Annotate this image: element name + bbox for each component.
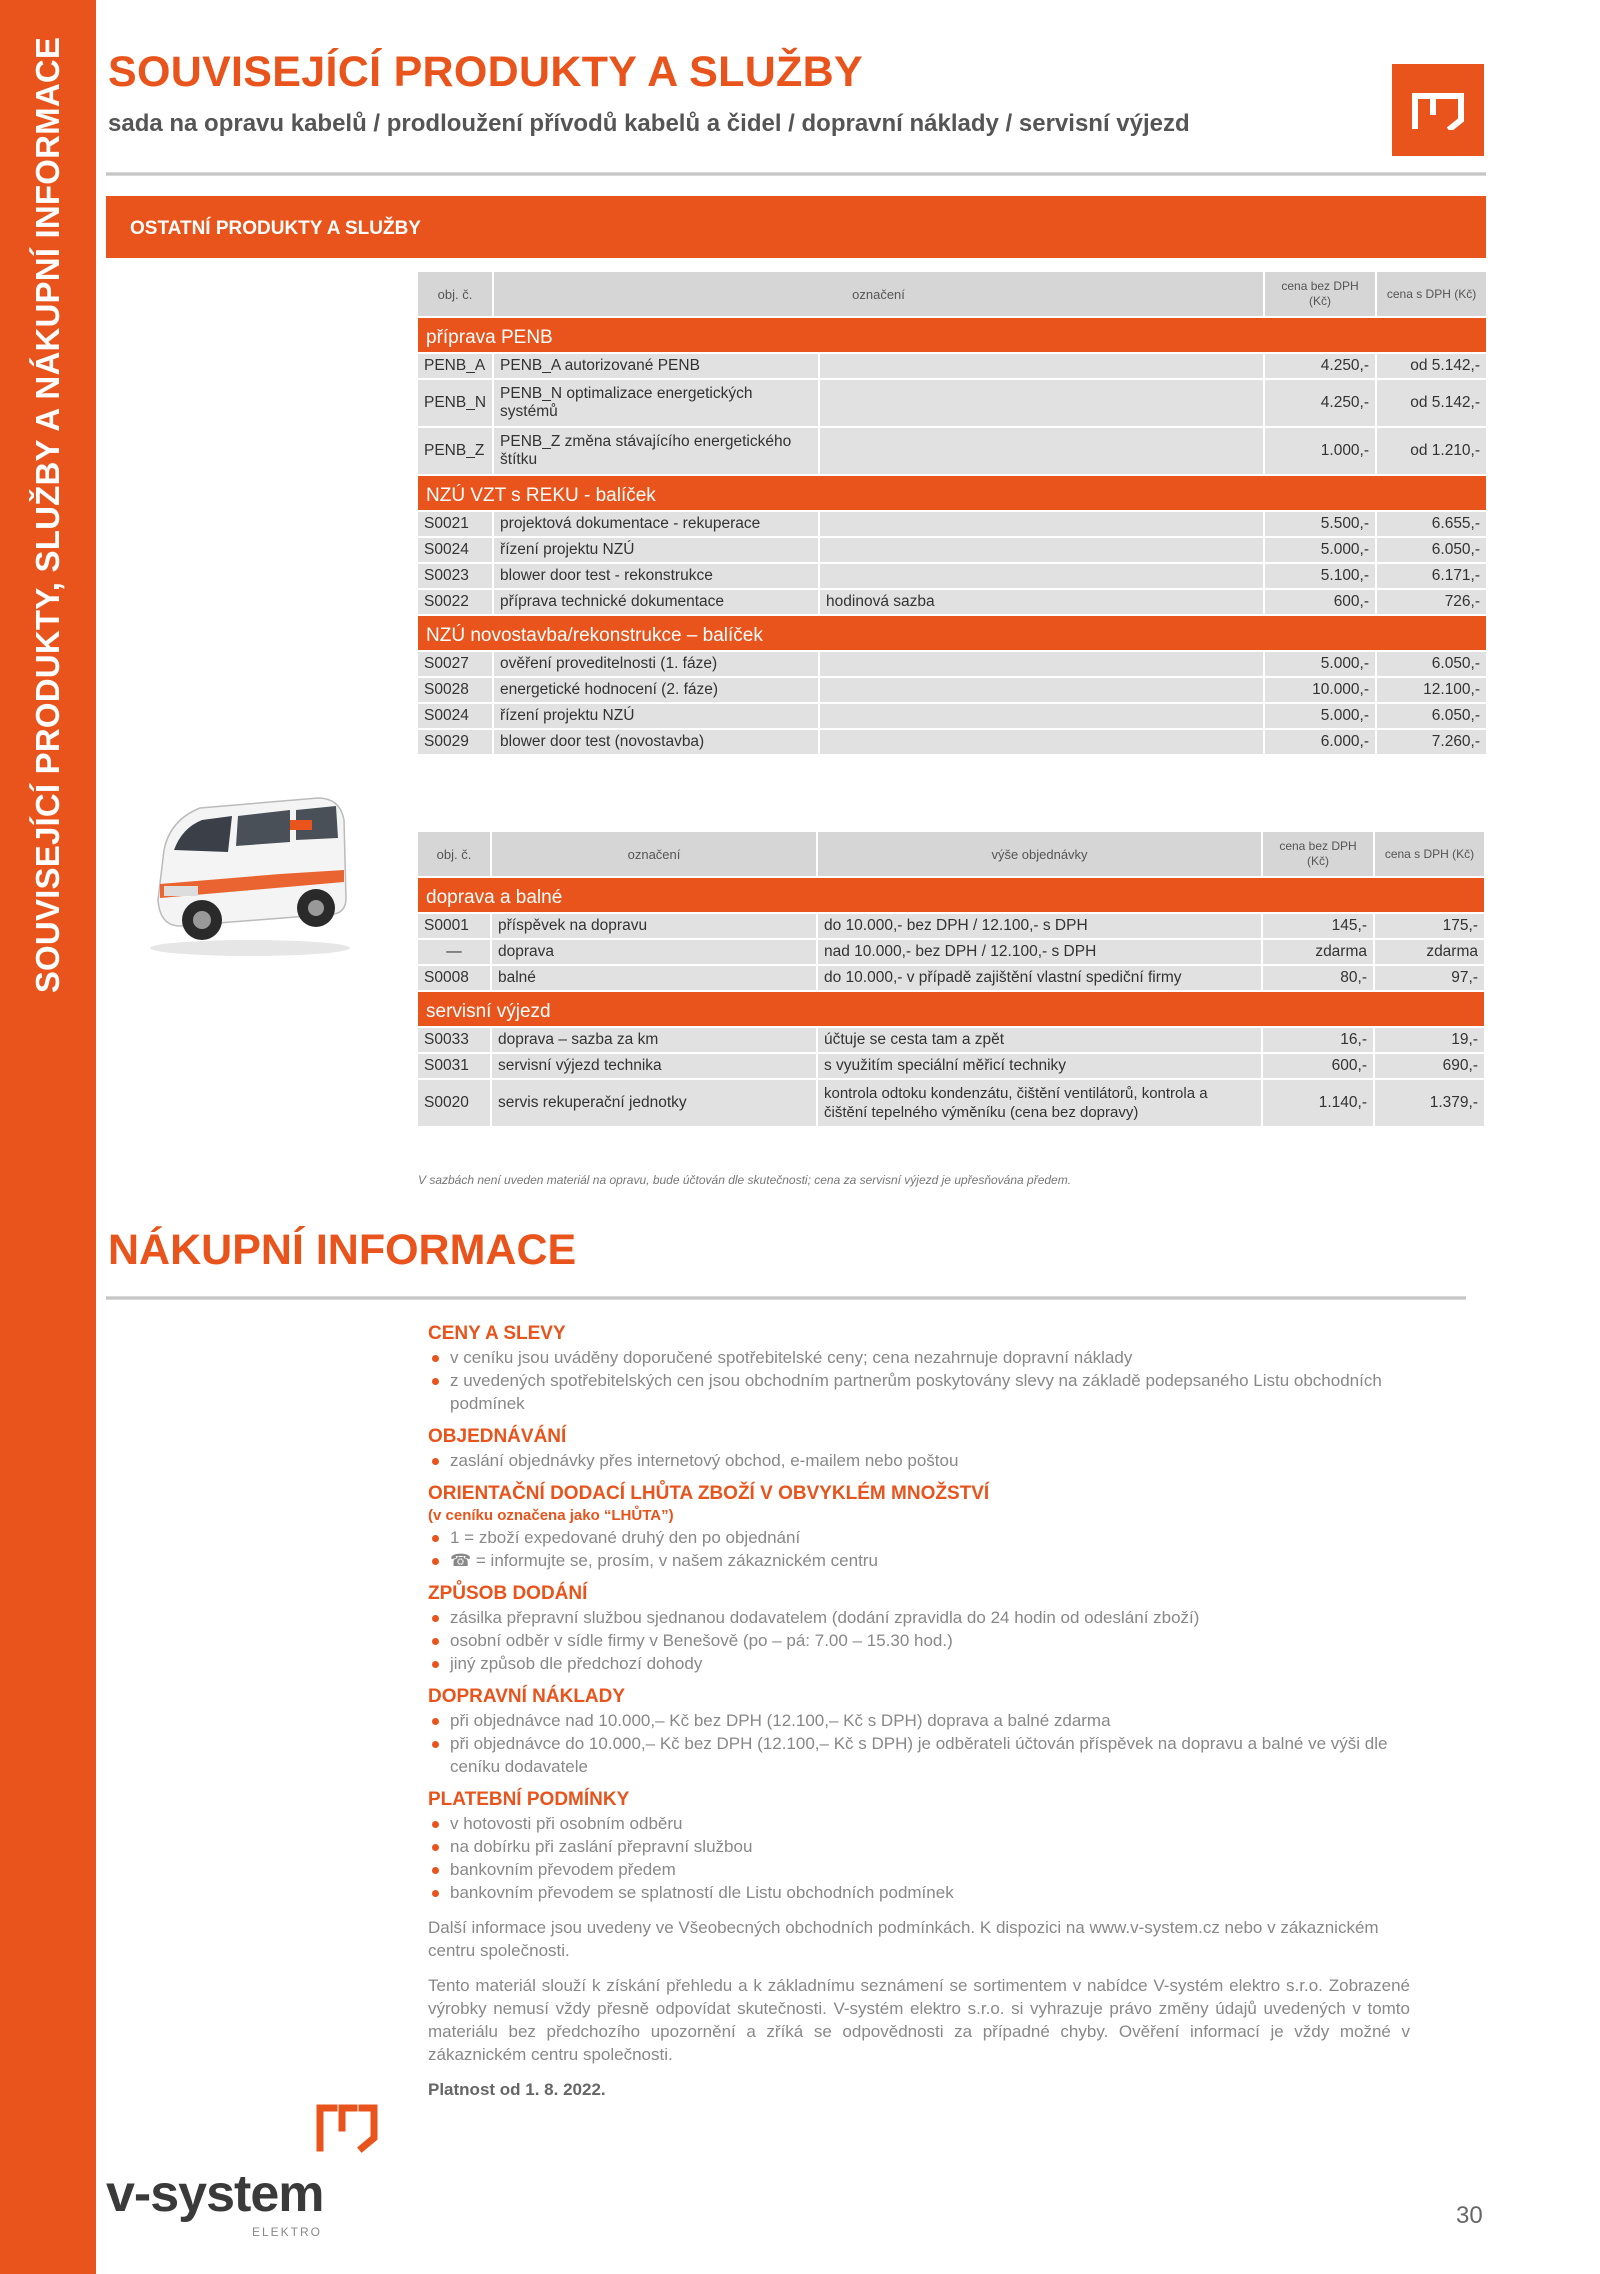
price-inc: 6.050,- [1377, 652, 1486, 676]
item-name: blower door test - rekonstrukce [494, 564, 818, 588]
price-inc: 6.171,- [1377, 564, 1486, 588]
table-row [418, 730, 1486, 754]
list-item: v ceníku jsou uváděny doporučené spotřebitelské ceny; cena nezahrnuje dopravní náklady [428, 1346, 1410, 1369]
list-item: 1 = zboží expedované druhý den po objednání [428, 1526, 1410, 1549]
vsystem-logo-icon [314, 2100, 380, 2154]
col-name-header: označení [492, 832, 816, 876]
list-item: na dobírku při zaslání přepravní službou [428, 1835, 1410, 1858]
item-note [820, 652, 1263, 676]
price-inc: od 1.210,- [1377, 428, 1486, 474]
item-code: S0033 [418, 1028, 490, 1052]
category-row: doprava a balné [418, 878, 1484, 912]
price-inc: 1.379,- [1375, 1080, 1484, 1126]
page-subtitle: sada na opravu kabelů / prodloužení přívodů kabelů a čidel / dopravní náklady / servisní výjezd [108, 110, 1190, 137]
header-divider [106, 172, 1486, 176]
price-inc: 12.100,- [1377, 678, 1486, 702]
price-ex: 1.140,- [1263, 1080, 1373, 1126]
table-footnote: V sazbách není uveden materiál na opravu, bude účtován dle skutečnosti; cena za servisní výjezd je upřesňována předem. [418, 1173, 1072, 1187]
table-row [418, 704, 1486, 728]
price-ex: 5.100,- [1265, 564, 1375, 588]
list-item: bankovním převodem předem [428, 1858, 1410, 1881]
list-item: při objednávce nad 10.000,– Kč bez DPH (12.100,– Kč s DPH) doprava a balné zdarma [428, 1709, 1410, 1732]
table-row [418, 652, 1486, 676]
item-name: příprava technické dokumentace [494, 590, 818, 614]
item-code: S0020 [418, 1080, 490, 1126]
price-ex: 4.250,- [1265, 380, 1375, 426]
item-name: doprava – sazba za km [492, 1028, 816, 1052]
section-heading: ZPŮSOB DODÁNÍ [428, 1583, 588, 1604]
transport-table [416, 830, 1486, 1128]
item-code: PENB_Z [418, 428, 492, 474]
service-van-photo [140, 780, 350, 960]
item-code: S0031 [418, 1054, 490, 1078]
col-name-header: označení [494, 272, 1263, 316]
item-note [820, 380, 1263, 426]
price-inc: od 5.142,- [1377, 354, 1486, 378]
item-note [820, 704, 1263, 728]
table-row [418, 354, 1486, 378]
table-row [418, 966, 1484, 990]
table-row [418, 678, 1486, 702]
item-note: do 10.000,- v případě zajištění vlastní spediční firmy [818, 966, 1261, 990]
section-heading: CENY A SLEVY [428, 1323, 566, 1344]
item-name: servisní výjezd technika [492, 1054, 816, 1078]
item-code: PENB_A [418, 354, 492, 378]
price-ex: 5.500,- [1265, 512, 1375, 536]
price-inc: 690,- [1375, 1054, 1484, 1078]
item-code: S0008 [418, 966, 490, 990]
page-number: 30 [1456, 2202, 1483, 2229]
col-price-inc-header: cena s DPH (Kč) [1377, 272, 1486, 316]
item-name: ověření proveditelnosti (1. fáze) [494, 652, 818, 676]
price-ex: 16,- [1263, 1028, 1373, 1052]
purchase-title: NÁKUPNÍ INFORMACE [108, 1226, 577, 1274]
item-name: PENB_A autorizované PENB [494, 354, 818, 378]
item-note [820, 678, 1263, 702]
list-item: zásilka přepravní službou sjednanou dodavatelem (dodání zpravidla do 24 hodin od odeslání zboží) [428, 1606, 1410, 1629]
item-name: balné [492, 966, 816, 990]
item-name: řízení projektu NZÚ [494, 704, 818, 728]
item-code: S0024 [418, 704, 492, 728]
brand-subtitle: ELEKTRO [252, 2225, 323, 2239]
item-code: S0023 [418, 564, 492, 588]
item-name: energetické hodnocení (2. fáze) [494, 678, 818, 702]
price-ex: zdarma [1263, 940, 1373, 964]
list-item: jiný způsob dle předchozí dohody [428, 1652, 1410, 1675]
table-header-row [418, 272, 1486, 316]
col-code-header: obj. č. [418, 272, 492, 316]
col-price-ex-header: cena bez DPH (Kč) [1263, 832, 1373, 876]
item-note: nad 10.000,- bez DPH / 12.100,- s DPH [818, 940, 1261, 964]
price-ex: 80,- [1263, 966, 1373, 990]
item-note [820, 538, 1263, 562]
category-row: NZÚ VZT s REKU - balíček [418, 476, 1486, 510]
item-note [820, 428, 1263, 474]
price-inc: 726,- [1377, 590, 1486, 614]
item-code: S0001 [418, 914, 490, 938]
section-heading: OBJEDNÁVÁNÍ [428, 1426, 567, 1447]
table-header-row [418, 832, 1484, 876]
price-ex: 5.000,- [1265, 538, 1375, 562]
info-paragraph: Další informace jsou uvedeny ve Všeobecných obchodních podmínkách. K dispozici na www.v-system.cz nebo v zákaznickém centru společnosti. [428, 1918, 1379, 1960]
item-code: S0029 [418, 730, 492, 754]
item-name: doprava [492, 940, 816, 964]
table-row [418, 512, 1486, 536]
category-row: servisní výjezd [418, 992, 1484, 1026]
table-row [418, 1080, 1484, 1126]
table-row [418, 564, 1486, 588]
list-item: v hotovosti při osobním odběru [428, 1812, 1410, 1835]
item-note: kontrola odtoku kondenzátu, čištění ventilátorů, kontrola a čištění tepelného výměníku (cena bez dopravy) [818, 1080, 1261, 1126]
price-ex: 1.000,- [1265, 428, 1375, 474]
price-inc: 7.260,- [1377, 730, 1486, 754]
table-row [418, 914, 1484, 938]
item-name: servis rekuperační jednotky [492, 1080, 816, 1126]
item-code: S0021 [418, 512, 492, 536]
price-ex: 6.000,- [1265, 730, 1375, 754]
price-inc: 97,- [1375, 966, 1484, 990]
price-inc: 19,- [1375, 1028, 1484, 1052]
table-row [418, 940, 1484, 964]
price-ex: 5.000,- [1265, 652, 1375, 676]
purchase-info [428, 1322, 1410, 2101]
price-inc: 175,- [1375, 914, 1484, 938]
table-row [418, 380, 1486, 426]
price-ex: 4.250,- [1265, 354, 1375, 378]
disclaimer-paragraph: Tento materiál slouží k získání přehledu a k základnímu seznámení se sortimentem v nabídce V-systém elektro s.r.o. Zobrazené výrobky nemusí vždy přesně odpovídat skutečnosti. V-systém elektro s.r.o. si vyhrazuje právo změny údajů uvedených v tomto materiálu bez předchozího upozornění a zříká se odpovědnosti za případné chyby. Ověření informací je vždy možné v zákaznickém centru společnosti. [428, 1976, 1410, 2064]
list-item: ☎ = informujte se, prosím, v našem zákaznickém centru [428, 1549, 1410, 1572]
category-row: NZÚ novostavba/rekonstrukce – balíček [418, 616, 1486, 650]
list-item: z uvedených spotřebitelských cen jsou obchodním partnerům poskytovány slevy na základě podepsaného Listu obchodních podmínek [428, 1369, 1410, 1415]
item-code: — [418, 940, 490, 964]
item-note: hodinová sazba [820, 590, 1263, 614]
table-row [418, 1054, 1484, 1078]
table-row [418, 538, 1486, 562]
item-code: PENB_N [418, 380, 492, 426]
item-code: S0027 [418, 652, 492, 676]
price-ex: 600,- [1263, 1054, 1373, 1078]
purchase-divider [106, 1296, 1466, 1300]
item-note: s využitím speciální měřicí techniky [818, 1054, 1261, 1078]
list-item: při objednávce do 10.000,– Kč bez DPH (12.100,– Kč s DPH) je odběrateli účtován příspěvek na dopravu a balné ve výši dle ceníku dodavatele [428, 1732, 1410, 1778]
price-inc: 6.050,- [1377, 538, 1486, 562]
item-code: S0024 [418, 538, 492, 562]
table-row [418, 1028, 1484, 1052]
services-table [416, 270, 1488, 756]
list-item: bankovním převodem se splatností dle Listu obchodních podmínek [428, 1881, 1410, 1904]
price-ex: 600,- [1265, 590, 1375, 614]
col-code-header: obj. č. [418, 832, 490, 876]
list-item: osobní odběr v sídle firmy v Benešově (po – pá: 7.00 – 15.30 hod.) [428, 1629, 1410, 1652]
item-note: účtuje se cesta tam a zpět [818, 1028, 1261, 1052]
item-note [820, 354, 1263, 378]
item-name: PENB_Z změna stávajícího energetického štítku [494, 428, 818, 474]
section-heading: DOPRAVNÍ NÁKLADY [428, 1686, 626, 1707]
item-name: příspěvek na dopravu [492, 914, 816, 938]
price-ex: 10.000,- [1265, 678, 1375, 702]
item-name: PENB_N optimalizace energetických systémů [494, 380, 818, 426]
item-code: S0028 [418, 678, 492, 702]
item-note: do 10.000,- bez DPH / 12.100,- s DPH [818, 914, 1261, 938]
col-amount-header: výše objednávky [818, 832, 1261, 876]
table-row [418, 590, 1486, 614]
price-ex: 5.000,- [1265, 704, 1375, 728]
price-inc: od 5.142,- [1377, 380, 1486, 426]
col-price-inc-header: cena s DPH (Kč) [1375, 832, 1484, 876]
item-name: projektová dokumentace - rekuperace [494, 512, 818, 536]
col-price-ex-header: cena bez DPH (Kč) [1265, 272, 1375, 316]
price-inc: 6.655,- [1377, 512, 1486, 536]
vsystem-logo-icon [1392, 64, 1484, 156]
item-name: řízení projektu NZÚ [494, 538, 818, 562]
brand-name: v-system [106, 2165, 324, 2223]
table-row [418, 428, 1486, 474]
section-subheading: (v ceníku označena jako “LHŮTA”) [428, 1507, 674, 1524]
side-title: SOUVISEJÍCÍ PRODUKTY, SLUŽBY A NÁKUPNÍ INFORMACE [29, 36, 66, 994]
price-inc: 6.050,- [1377, 704, 1486, 728]
item-name: blower door test (novostavba) [494, 730, 818, 754]
item-note [820, 564, 1263, 588]
price-ex: 145,- [1263, 914, 1373, 938]
section-bar: OSTATNÍ PRODUKTY A SLUŽBY [106, 196, 1486, 258]
item-note [820, 512, 1263, 536]
item-note [820, 730, 1263, 754]
item-code: S0022 [418, 590, 492, 614]
category-row: příprava PENB [418, 318, 1486, 352]
list-item: zaslání objednávky přes internetový obchod, e-mailem nebo poštou [428, 1449, 1410, 1472]
section-heading: PLATEBNÍ PODMÍNKY [428, 1789, 630, 1810]
price-inc: zdarma [1375, 940, 1484, 964]
page-title: SOUVISEJÍCÍ PRODUKTY A SLUŽBY [108, 48, 863, 96]
section-heading: ORIENTAČNÍ DODACÍ LHŮTA ZBOŽÍ V OBVYKLÉM MNOŽSTVÍ [428, 1483, 990, 1504]
validity-date: Platnost od 1. 8. 2022. [428, 2080, 606, 2099]
